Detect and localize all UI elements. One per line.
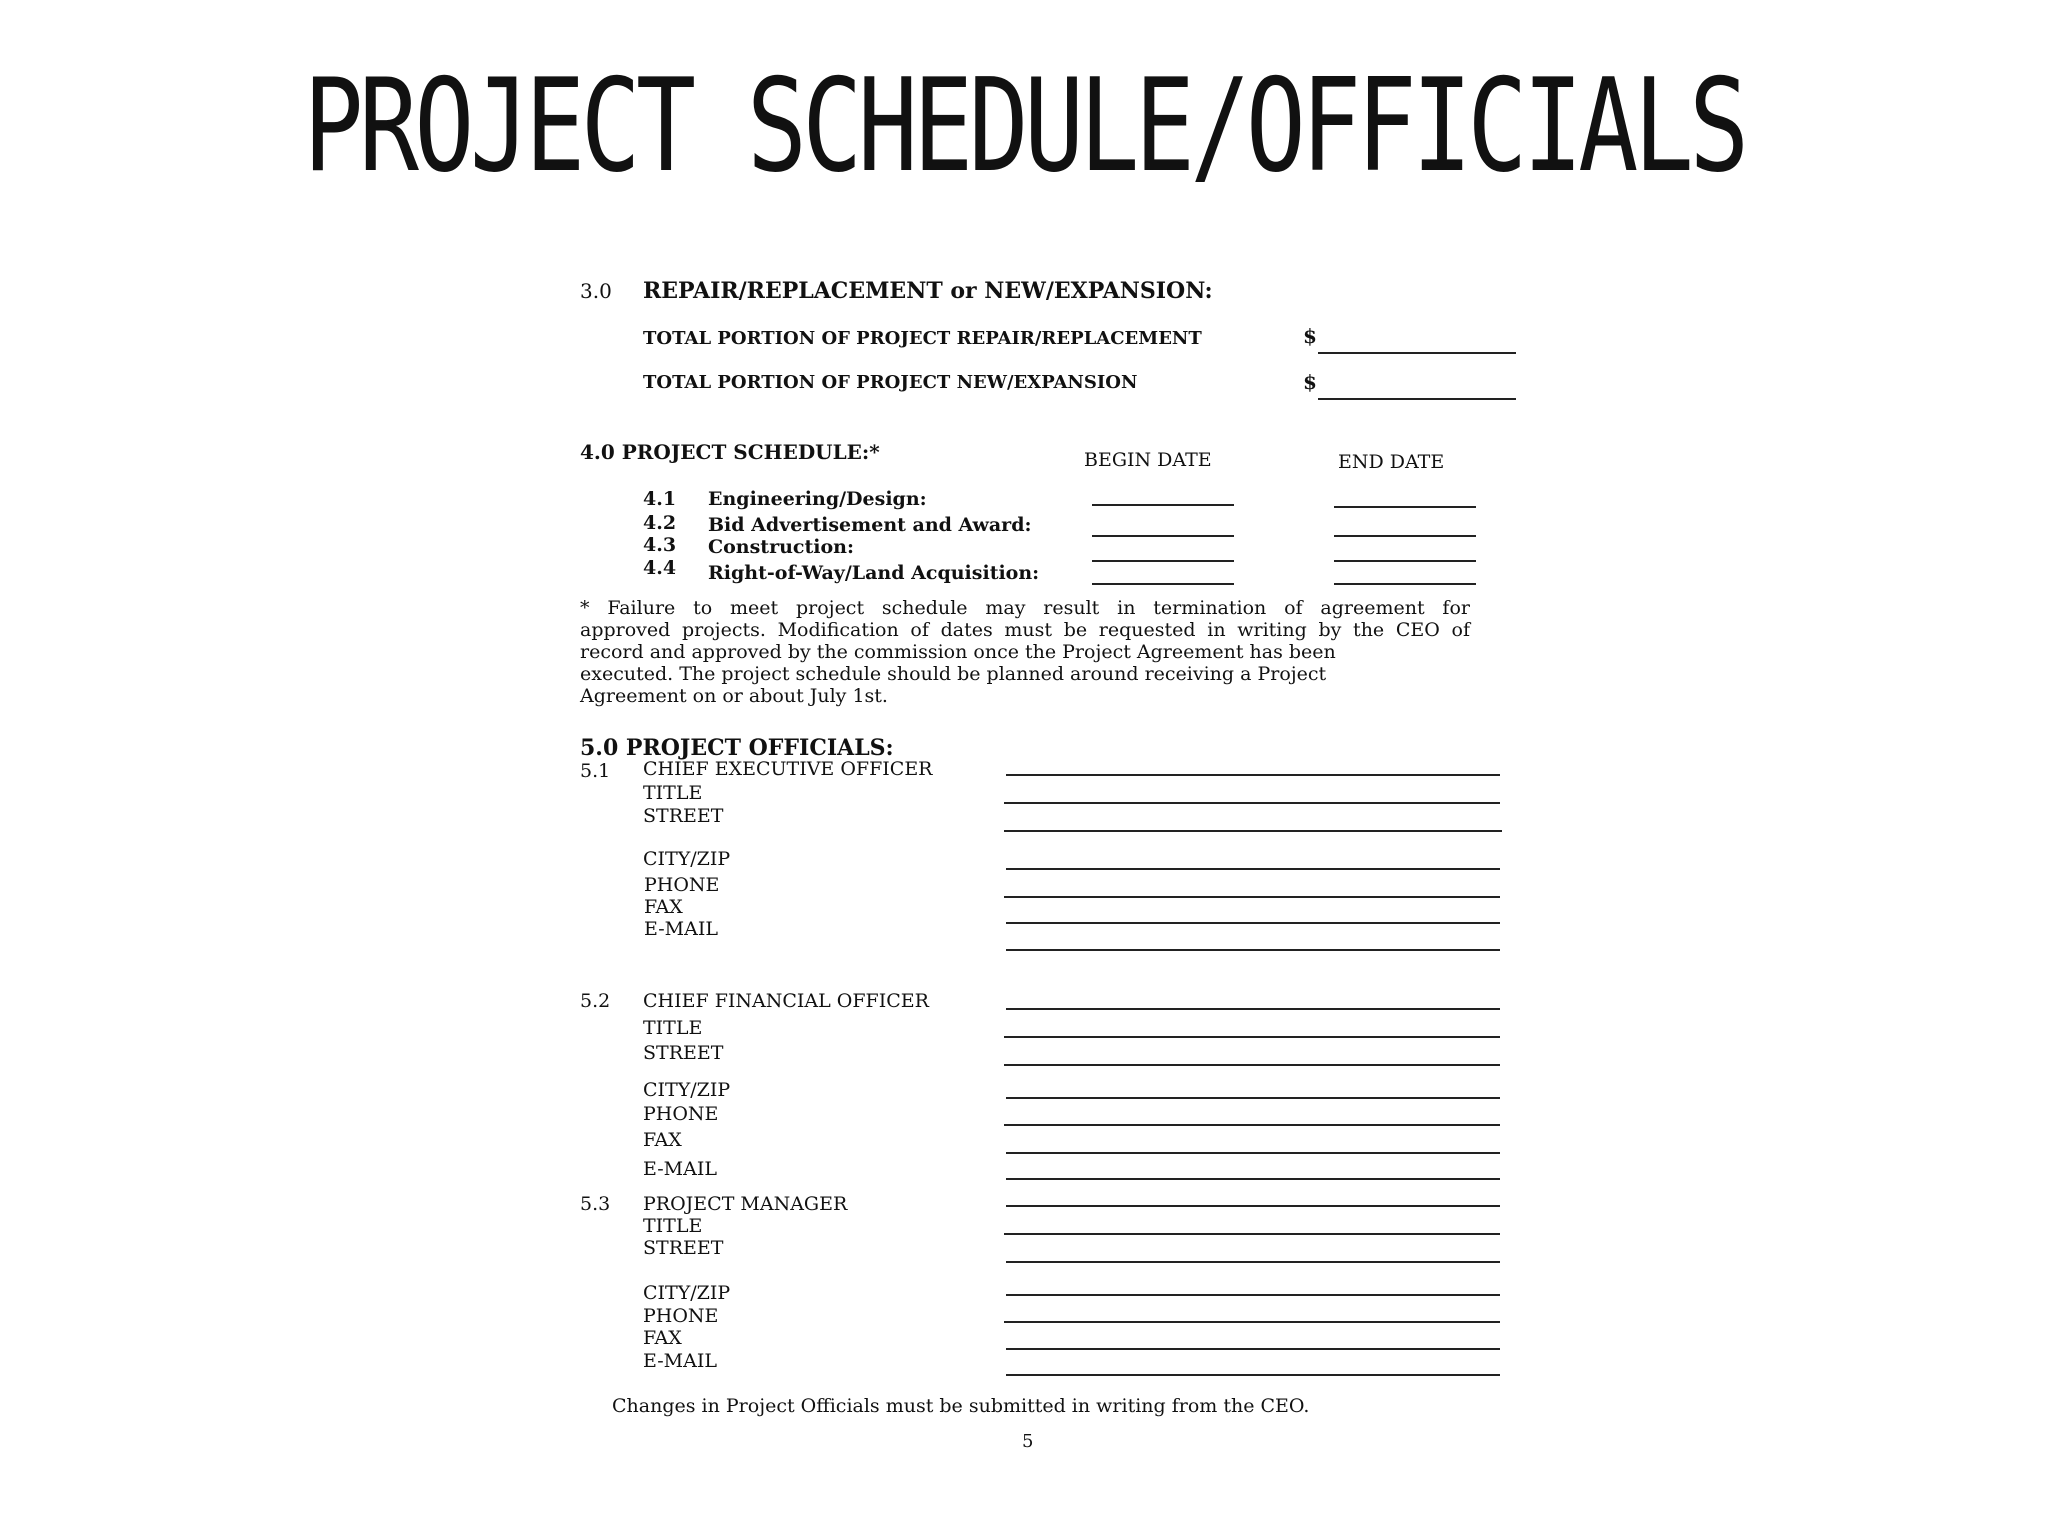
- ceo-street-field[interactable]: [1004, 830, 1502, 832]
- schedule-item-label: Construction:: [708, 536, 854, 558]
- footnote-line: record and approved by the commission once the Project Agreement has been: [580, 641, 1336, 663]
- cfo-name-field[interactable]: [1006, 1008, 1500, 1010]
- section-4-heading: 4.0 PROJECT SCHEDULE:*: [580, 440, 880, 464]
- ceo-label: CHIEF EXECUTIVE OFFICER: [643, 758, 933, 780]
- field-label-title: TITLE: [643, 1215, 703, 1237]
- cfo-title-field[interactable]: [1004, 1036, 1500, 1038]
- pm-name-field[interactable]: [1006, 1205, 1500, 1207]
- ceo-phone-field[interactable]: [1004, 896, 1500, 898]
- schedule-item-label: Right-of-Way/Land Acquisition:: [708, 562, 1040, 584]
- bid-end-date-field[interactable]: [1334, 535, 1476, 537]
- field-label-title: TITLE: [643, 782, 703, 804]
- field-label-title: TITLE: [643, 1017, 703, 1039]
- footnote-line: * Failure to meet project schedule may result in termination of agreement for: [580, 597, 1470, 619]
- project-manager-label: PROJECT MANAGER: [643, 1193, 848, 1215]
- new-expansion-label: TOTAL PORTION OF PROJECT NEW/EXPANSION: [643, 372, 1138, 393]
- currency-symbol: $: [1303, 324, 1317, 348]
- bid-begin-date-field[interactable]: [1092, 535, 1234, 537]
- field-label-city-zip: CITY/ZIP: [643, 848, 731, 870]
- construction-begin-date-field[interactable]: [1092, 560, 1234, 562]
- field-label-street: STREET: [643, 805, 724, 827]
- repair-replacement-label: TOTAL PORTION OF PROJECT REPAIR/REPLACEMENT: [643, 328, 1202, 349]
- pm-phone-field[interactable]: [1004, 1321, 1500, 1323]
- field-label-city-zip: CITY/ZIP: [643, 1282, 731, 1304]
- field-label-street: STREET: [643, 1042, 724, 1064]
- section-3-number: 3.0: [580, 279, 612, 303]
- page-number: 5: [1022, 1431, 1034, 1452]
- field-label-email: E-MAIL: [644, 918, 718, 940]
- field-label-email: E-MAIL: [643, 1350, 717, 1372]
- field-label-phone: PHONE: [644, 874, 720, 896]
- right-of-way-begin-date-field[interactable]: [1092, 583, 1234, 585]
- footnote-line: executed. The project schedule should be planned around receiving a Project: [580, 663, 1327, 685]
- schedule-footnote: [580, 597, 1470, 707]
- field-label-email: E-MAIL: [643, 1158, 717, 1180]
- field-label-fax: FAX: [643, 1129, 682, 1151]
- pm-fax-field[interactable]: [1006, 1348, 1500, 1350]
- section-5-heading: 5.0 PROJECT OFFICIALS:: [580, 735, 894, 761]
- section-3-heading: REPAIR/REPLACEMENT or NEW/EXPANSION:: [643, 278, 1213, 304]
- begin-date-header: BEGIN DATE: [1084, 449, 1212, 471]
- schedule-item-number: 4.4: [643, 557, 677, 579]
- cfo-city-zip-field[interactable]: [1006, 1097, 1500, 1099]
- pm-title-field[interactable]: [1004, 1233, 1500, 1235]
- field-label-phone: PHONE: [643, 1103, 719, 1125]
- schedule-item-number: 4.2: [643, 512, 677, 534]
- ceo-fax-field[interactable]: [1006, 922, 1500, 924]
- field-label-city-zip: CITY/ZIP: [643, 1079, 731, 1101]
- construction-end-date-field[interactable]: [1334, 560, 1476, 562]
- pm-city-zip-field[interactable]: [1006, 1294, 1500, 1296]
- field-label-street: STREET: [643, 1237, 724, 1259]
- officer-group-number: 5.2: [580, 990, 611, 1012]
- end-date-header: END DATE: [1338, 451, 1445, 473]
- new-expansion-field[interactable]: [1318, 398, 1516, 400]
- slide-title: PROJECT SCHEDULE/OFFICIALS: [303, 52, 1745, 201]
- ceo-name-field[interactable]: [1006, 774, 1500, 776]
- engineering-end-date-field[interactable]: [1334, 506, 1476, 508]
- field-label-fax: FAX: [644, 896, 683, 918]
- repair-replacement-field[interactable]: [1318, 352, 1516, 354]
- right-of-way-end-date-field[interactable]: [1334, 583, 1476, 585]
- schedule-item-label: Engineering/Design:: [708, 488, 927, 510]
- engineering-begin-date-field[interactable]: [1092, 504, 1234, 506]
- cfo-label: CHIEF FINANCIAL OFFICER: [643, 990, 929, 1012]
- footnote-line: Agreement on or about July 1st.: [580, 685, 888, 707]
- cfo-email-field[interactable]: [1006, 1178, 1500, 1180]
- ceo-email-field[interactable]: [1006, 949, 1500, 951]
- pm-street-field[interactable]: [1006, 1261, 1500, 1263]
- schedule-item-label: Bid Advertisement and Award:: [708, 514, 1032, 536]
- cfo-phone-field[interactable]: [1004, 1124, 1500, 1126]
- footnote-line: approved projects. Modification of dates must be requested in writing by the CEO of: [580, 619, 1470, 641]
- ceo-title-field[interactable]: [1004, 802, 1500, 804]
- schedule-item-number: 4.1: [643, 488, 677, 510]
- currency-symbol: $: [1303, 370, 1317, 394]
- cfo-fax-field[interactable]: [1006, 1152, 1500, 1154]
- field-label-phone: PHONE: [643, 1305, 719, 1327]
- pm-email-field[interactable]: [1006, 1374, 1500, 1376]
- officials-footer-note: Changes in Project Officials must be submitted in writing from the CEO.: [612, 1395, 1310, 1417]
- ceo-city-zip-field[interactable]: [1006, 868, 1500, 870]
- officer-group-number: 5.1: [580, 760, 611, 782]
- officer-group-number: 5.3: [580, 1193, 611, 1215]
- schedule-item-number: 4.3: [643, 534, 677, 556]
- cfo-street-field[interactable]: [1004, 1064, 1500, 1066]
- field-label-fax: FAX: [643, 1327, 682, 1349]
